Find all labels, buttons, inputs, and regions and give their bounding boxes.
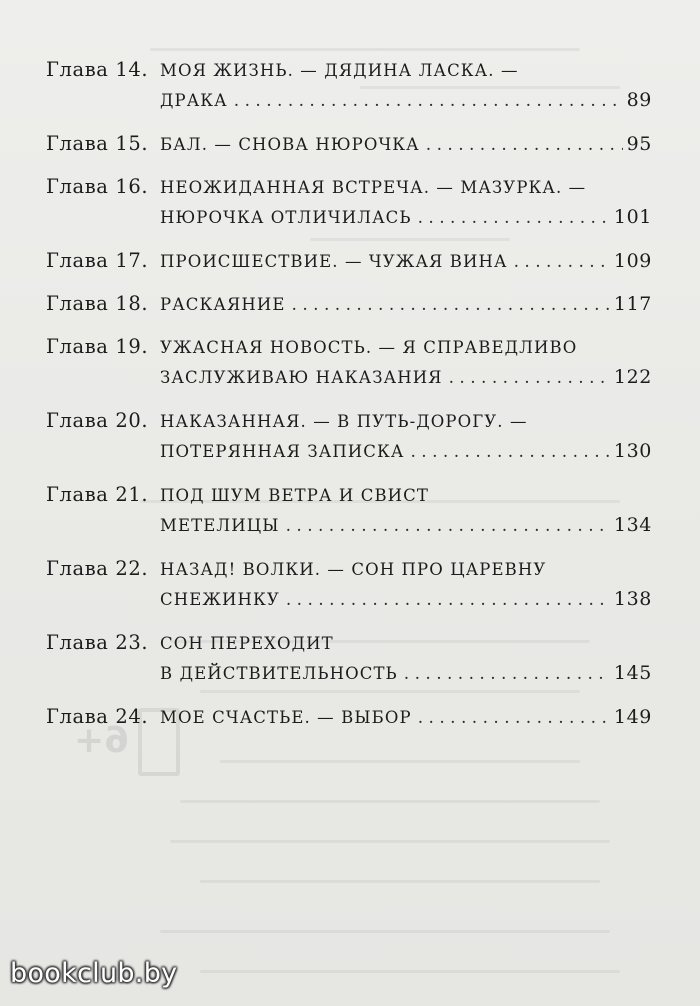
page-number: 117 (613, 293, 652, 315)
bleed-through-line (200, 970, 620, 973)
bleed-through-line (150, 48, 580, 51)
chapter-title: ДРАКА (160, 91, 228, 110)
dot-leader (286, 295, 610, 315)
page-number: 95 (626, 133, 652, 155)
toc-entry (46, 132, 652, 163)
chapter-title: ПОТЕРЯННАЯ ЗАПИСКА (160, 442, 405, 461)
dot-leader (412, 208, 610, 228)
page-number: 89 (626, 89, 652, 111)
toc-line (46, 440, 652, 471)
dot-leader (280, 590, 610, 610)
dot-leader (398, 664, 610, 684)
dot-leader (280, 516, 610, 536)
dot-leader (508, 252, 610, 272)
chapter-title: НАКАЗАННАЯ. — В ПУТЬ-ДОРОГУ. — (160, 412, 528, 431)
chapter-title: В ДЕЙСТВИТЕЛЬНОСТЬ (160, 664, 398, 683)
page-number: 109 (613, 250, 652, 272)
toc-line (46, 335, 652, 366)
toc-entry (46, 292, 652, 323)
toc-entry (46, 631, 652, 693)
toc-entry (46, 58, 652, 120)
chapter-title: МЕТЕЛИЦЫ (160, 516, 280, 535)
chapter-title: МОЕ СЧАСТЬЕ. — ВЫБОР (160, 708, 412, 727)
reverse-age-rating: 6+ (74, 720, 130, 761)
toc-entry (46, 249, 652, 280)
bleed-through-line (160, 930, 610, 933)
page-number: 130 (613, 440, 652, 462)
chapter-number: Глава 18. (46, 292, 149, 315)
toc-line (46, 249, 652, 280)
chapter-title: НЮРОЧКА ОТЛИЧИЛАСЬ (160, 208, 412, 227)
chapter-number: Глава 23. (46, 631, 149, 654)
chapter-title: НЕОЖИДАННАЯ ВСТРЕЧА. — МАЗУРКА. — (160, 178, 587, 197)
dot-leader (228, 91, 623, 111)
toc-line (46, 514, 652, 545)
toc-entry (46, 557, 652, 619)
toc-entry (46, 483, 652, 545)
page-number: 134 (613, 514, 652, 536)
toc-line (46, 557, 652, 588)
chapter-title: ПРОИСШЕСТВИЕ. — ЧУЖАЯ ВИНА (160, 252, 508, 271)
chapter-number: Глава 16. (46, 175, 149, 198)
chapter-number: Глава 14. (46, 58, 149, 81)
dot-leader (443, 368, 610, 388)
toc-entry (46, 409, 652, 471)
chapter-title: СНЕЖИНКУ (160, 590, 280, 609)
page-number: 149 (613, 706, 652, 728)
toc-line (46, 366, 652, 397)
chapter-title: СОН ПЕРЕХОДИТ (160, 634, 334, 653)
chapter-title: НАЗАД! ВОЛКИ. — СОН ПРО ЦАРЕВНУ (160, 560, 547, 579)
bleed-through-line (180, 800, 600, 803)
toc-line (46, 588, 652, 619)
dot-leader (420, 135, 623, 155)
toc-line (46, 175, 652, 206)
page-number: 122 (613, 366, 652, 388)
site-watermark: bookclub.by (10, 958, 178, 989)
toc-line (46, 132, 652, 163)
page-number: 101 (613, 206, 652, 228)
toc-line (46, 292, 652, 323)
toc-line (46, 409, 652, 440)
chapter-title: БАЛ. — СНОВА НЮРОЧКА (160, 135, 420, 154)
toc-line (46, 89, 652, 120)
chapter-title: ПОД ШУМ ВЕТРА И СВИСТ (160, 486, 429, 505)
table-of-contents (46, 58, 652, 748)
chapter-number: Глава 24. (46, 705, 149, 728)
chapter-title: РАСКАЯНИЕ (160, 295, 286, 314)
chapter-number: Глава 15. (46, 132, 149, 155)
chapter-number: Глава 22. (46, 557, 149, 580)
bleed-through-line (200, 880, 600, 883)
bleed-through-line (220, 760, 580, 763)
dot-leader (404, 442, 609, 462)
chapter-number: Глава 20. (46, 409, 149, 432)
chapter-number: Глава 17. (46, 249, 149, 272)
toc-line (46, 58, 652, 89)
chapter-title: УЖАСНАЯ НОВОСТЬ. — Я СПРАВЕДЛИВО (160, 338, 578, 357)
toc-line (46, 631, 652, 662)
toc-line (46, 662, 652, 693)
dot-leader (412, 708, 610, 728)
toc-line (46, 206, 652, 237)
chapter-number: Глава 19. (46, 335, 149, 358)
toc-entry (46, 335, 652, 397)
toc-entry (46, 175, 652, 237)
chapter-title: ЗАСЛУЖИВАЮ НАКАЗАНИЯ (160, 368, 443, 387)
page-number: 138 (613, 588, 652, 610)
toc-line (46, 483, 652, 514)
chapter-title: МОЯ ЖИЗНЬ. — ДЯДИНА ЛАСКА. — (160, 61, 519, 80)
bleed-through-line (170, 840, 610, 843)
toc-line (46, 705, 652, 736)
chapter-number: Глава 21. (46, 483, 149, 506)
page-number: 145 (613, 662, 652, 684)
toc-entry (46, 705, 652, 736)
